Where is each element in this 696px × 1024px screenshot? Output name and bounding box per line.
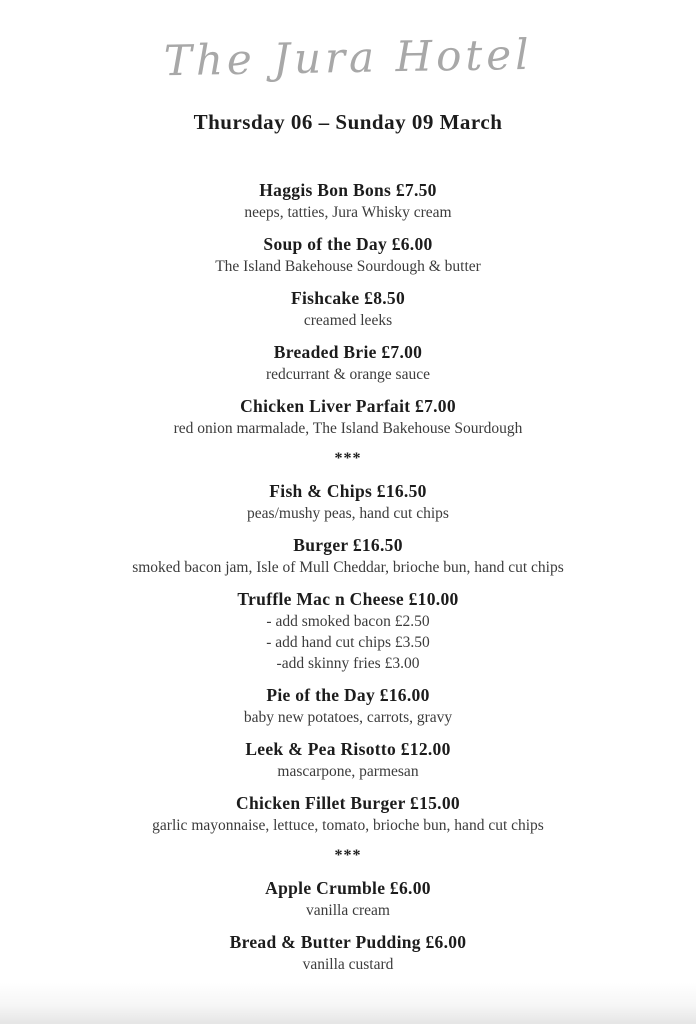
- menu-item: [0, 340, 696, 385]
- menu-item-description: peas/mushy peas, hand cut chips: [247, 505, 449, 522]
- menu-item-title: Apple Crumble £6.00: [265, 878, 431, 898]
- menu-item-description: garlic mayonnaise, lettuce, tomato, brioche bun, hand cut chips: [152, 817, 544, 834]
- menu-item-description: red onion marmalade, The Island Bakehouse Sourdough: [173, 420, 523, 437]
- page-bottom-shade: [0, 982, 696, 1024]
- menu-sections: [0, 178, 696, 975]
- menu-item: [0, 876, 696, 921]
- menu-item: [0, 587, 696, 674]
- menu-item-title: Pie of the Day £16.00: [266, 685, 430, 705]
- menu-item-title: Chicken Liver Parfait £7.00: [240, 396, 456, 416]
- menu-item-title: Fish & Chips £16.50: [269, 481, 427, 501]
- menu-item-title: Leek & Pea Risotto £12.00: [245, 739, 451, 759]
- menu-item-description: -add skinny fries £3.00: [276, 655, 420, 672]
- menu-item-title: Burger £16.50: [293, 535, 403, 555]
- menu-item: [0, 533, 696, 578]
- menu-item-title: Bread & Butter Pudding £6.00: [229, 932, 467, 952]
- menu-item: [0, 930, 696, 975]
- menu-item: [0, 394, 696, 439]
- menu-section-desserts: [0, 876, 696, 975]
- menu-item: [0, 232, 696, 277]
- menu-item-description: The Island Bakehouse Sourdough & butter: [215, 258, 481, 275]
- menu-item-description: neeps, tatties, Jura Whisky cream: [244, 204, 452, 221]
- menu-item: [0, 683, 696, 728]
- menu-item-description: redcurrant & orange sauce: [266, 366, 430, 383]
- menu-item-description: smoked bacon jam, Isle of Mull Cheddar, brioche bun, hand cut chips: [132, 559, 564, 576]
- hotel-logo: The Jura Hotel: [163, 29, 533, 86]
- menu-item: [0, 791, 696, 836]
- menu-item-title: Soup of the Day £6.00: [263, 234, 433, 254]
- menu-item-description: vanilla cream: [306, 902, 390, 919]
- menu-item: [0, 286, 696, 331]
- menu-item-title: Chicken Fillet Burger £15.00: [236, 793, 460, 813]
- menu-item-title: Fishcake £8.50: [290, 288, 406, 308]
- menu-item: [0, 737, 696, 782]
- menu-item-description: creamed leeks: [303, 312, 393, 329]
- menu-item-description: vanilla custard: [302, 956, 394, 973]
- date-range-title: Thursday 06 – Sunday 09 March: [193, 110, 503, 134]
- menu-item: [0, 479, 696, 524]
- section-divider: ***: [334, 450, 362, 467]
- menu-item-description: mascarpone, parmesan: [277, 763, 419, 780]
- menu-item-title: Haggis Bon Bons £7.50: [259, 180, 437, 200]
- menu-item: [0, 178, 696, 223]
- section-divider: ***: [334, 847, 362, 864]
- menu-item-description: - add smoked bacon £2.50: [266, 613, 430, 630]
- menu-section-starters: [0, 178, 696, 439]
- menu-section-mains: [0, 479, 696, 836]
- menu-item-description: - add hand cut chips £3.50: [266, 634, 430, 651]
- menu-item-title: Truffle Mac n Cheese £10.00: [237, 589, 459, 609]
- menu-item-title: Breaded Brie £7.00: [273, 342, 423, 362]
- menu-item-description: baby new potatoes, carrots, gravy: [243, 709, 453, 726]
